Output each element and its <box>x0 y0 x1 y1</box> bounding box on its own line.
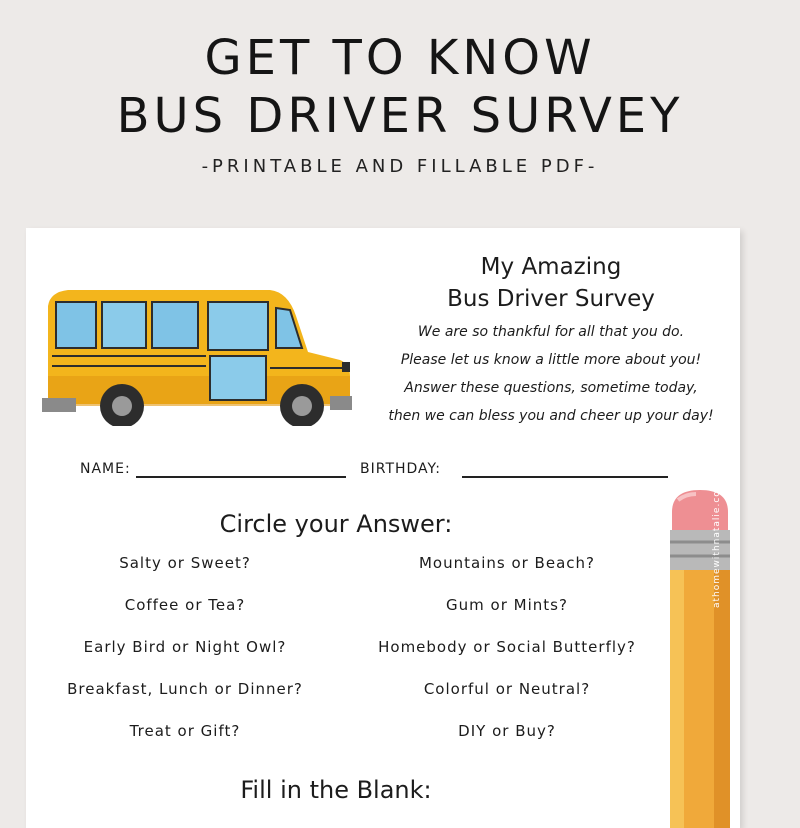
question-left: Salty or Sweet? <box>119 554 251 572</box>
question-right: Gum or Mints? <box>446 596 568 614</box>
intro-line: Answer these questions, sometime today, <box>404 380 698 396</box>
page-title-line-1: GET TO KNOW <box>204 30 596 86</box>
pencil-illustration <box>666 486 736 828</box>
question-right: Mountains or Beach? <box>418 554 595 572</box>
survey-sheet <box>26 228 740 828</box>
survey-title-line-2: Bus Driver Survey <box>447 286 655 312</box>
fill-blank-heading: Fill in the Blank: <box>240 776 432 804</box>
question-right: DIY or Buy? <box>458 722 556 740</box>
school-bus-illustration <box>40 256 360 426</box>
intro-line: Please let us know a little more about you! <box>400 352 702 368</box>
watermark-text: athomewithnatalie.com <box>712 480 722 608</box>
page-subtitle: -PRINTABLE AND FILLABLE PDF- <box>201 156 599 177</box>
page-title-line-2: BUS DRIVER SURVEY <box>116 88 684 144</box>
question-left: Coffee or Tea? <box>124 596 246 614</box>
intro-line: We are so thankful for all that you do. <box>417 324 685 340</box>
intro-line: then we can bless you and cheer up your day! <box>388 408 714 424</box>
name-field[interactable] <box>136 476 346 478</box>
circle-answer-heading: Circle your Answer: <box>219 510 453 538</box>
birthday-field[interactable] <box>462 476 668 478</box>
name-label: NAME: <box>80 461 131 477</box>
survey-title-line-1: My Amazing <box>480 254 622 280</box>
question-right: Colorful or Neutral? <box>423 680 591 698</box>
question-left: Breakfast, Lunch or Dinner? <box>67 680 303 698</box>
question-left: Treat or Gift? <box>129 722 241 740</box>
question-right: Homebody or Social Butterfly? <box>378 638 636 656</box>
birthday-label: BIRTHDAY: <box>360 461 441 477</box>
question-left: Early Bird or Night Owl? <box>83 638 287 656</box>
